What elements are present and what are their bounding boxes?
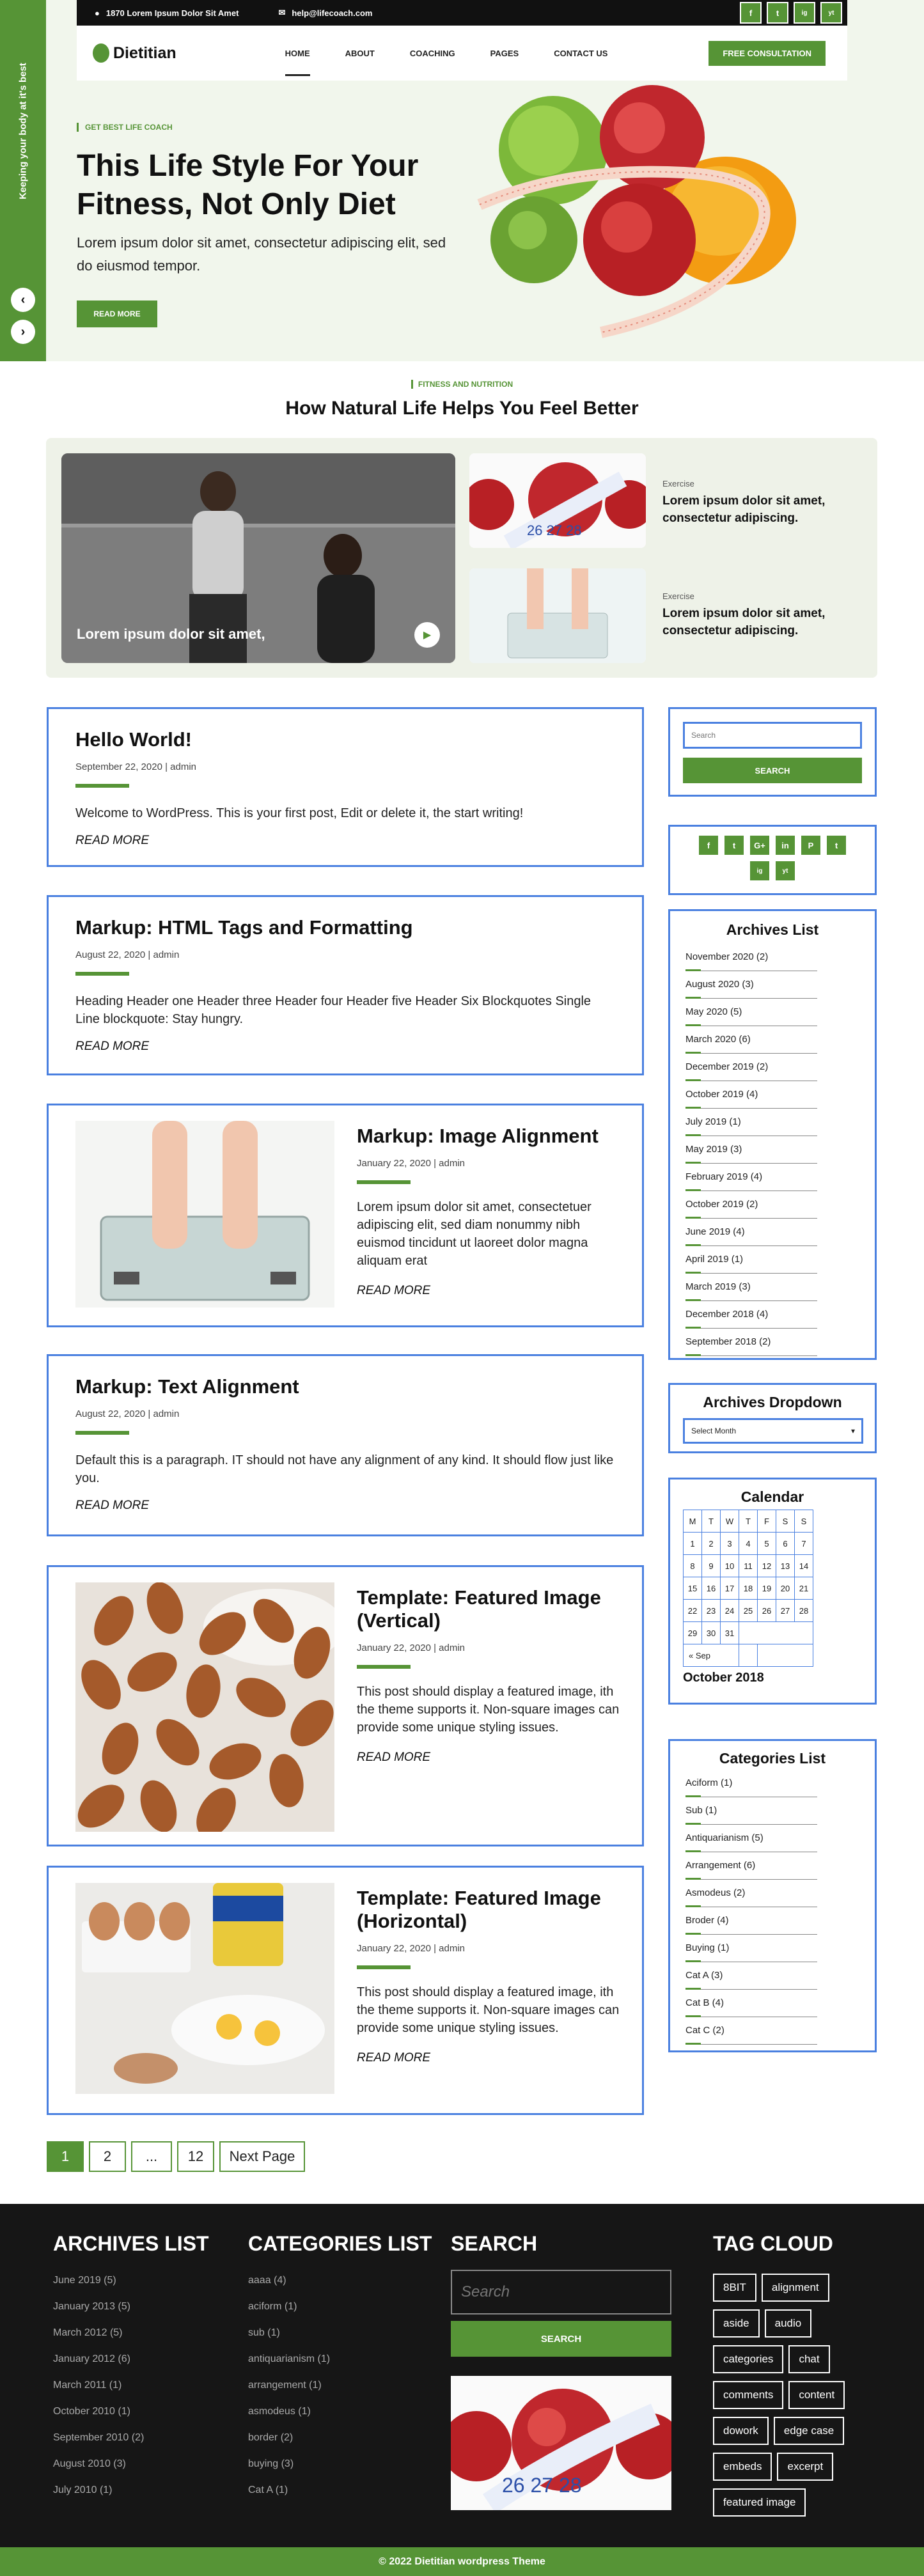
slider-prev-button[interactable]: ‹ (11, 288, 35, 312)
instagram-icon[interactable]: ig (749, 860, 771, 882)
footer-archive-item[interactable]: March 2012 (5) (53, 2327, 123, 2338)
footer-search-input[interactable] (451, 2270, 671, 2314)
calendar-day[interactable]: 12 (758, 1555, 776, 1577)
social-icons (670, 827, 875, 889)
post-divider (75, 784, 129, 788)
post-excerpt: This post should display a featured image, ith the theme supports it. Non-square images can provide some unique styling issues. (357, 1985, 620, 2035)
mail-icon: ✉ (278, 8, 286, 17)
nav-menu (285, 42, 608, 65)
feature-big-caption: Lorem ipsum dolor sit amet, (77, 626, 265, 642)
hero-eyebrow: GET BEST LIFE COACH (77, 123, 173, 132)
archive-item[interactable]: July 2019 (1) (685, 1109, 817, 1136)
calendar-day[interactable]: 26 (758, 1600, 776, 1622)
post-image[interactable] (75, 1582, 334, 1832)
footer-category-item[interactable]: border (2) (248, 2432, 294, 2443)
calendar-day[interactable]: 8 (684, 1555, 702, 1577)
free-consultation-button[interactable]: FREE CONSULTATION (709, 41, 826, 66)
post-card (47, 1866, 644, 2115)
calendar-day[interactable]: 22 (684, 1600, 702, 1622)
google-plus-icon[interactable]: G+ (749, 834, 771, 856)
calendar-day-header: S (795, 1510, 813, 1533)
calendar-day[interactable]: 13 (776, 1555, 795, 1577)
tag-item[interactable]: excerpt (777, 2453, 833, 2481)
sidebar-search-button[interactable]: SEARCH (683, 758, 862, 783)
archive-item[interactable]: September 2018 (2) (685, 1329, 817, 1356)
page-2-button[interactable]: 2 (89, 2141, 126, 2172)
footer-tags (713, 2232, 886, 2524)
twitter-icon[interactable]: t (767, 2, 788, 24)
next-page-button[interactable]: Next Page (219, 2141, 305, 2172)
post-divider (357, 1665, 411, 1669)
linkedin-icon[interactable]: in (774, 834, 796, 856)
site-logo[interactable] (93, 43, 176, 63)
calendar-row (684, 1577, 813, 1600)
footer-category-item[interactable]: antiquarianism (1) (248, 2354, 331, 2364)
calendar-row (684, 1622, 813, 1644)
hero-read-more-button[interactable]: READ MORE (77, 301, 157, 327)
hero-title: This Life Style For Your Fitness, Not Only Diet (77, 149, 419, 221)
calendar-prev-link[interactable]: « Sep (684, 1644, 739, 1667)
tag-item[interactable]: aside (713, 2309, 760, 2338)
calendar-day[interactable]: 23 (702, 1600, 721, 1622)
page-12-button[interactable]: 12 (177, 2141, 214, 2172)
calendar-month-caption: October 2018 (683, 1671, 764, 1685)
copyright-bar: © 2022 Dietitian wordpress Theme (0, 2547, 924, 2576)
archive-item[interactable]: December 2019 (2) (685, 1054, 817, 1081)
calendar-row (684, 1600, 813, 1622)
archive-item[interactable]: March 2020 (6) (685, 1026, 817, 1054)
archive-item[interactable]: March 2019 (3) (685, 1274, 817, 1301)
chevron-down-icon: ▾ (850, 1426, 855, 1435)
calendar-widget (668, 1478, 877, 1705)
footer-category-item[interactable]: aciform (1) (248, 2301, 297, 2312)
tag-item[interactable]: audio (765, 2309, 812, 2338)
calendar-empty-cell (758, 1644, 813, 1667)
footer-archive-item[interactable]: July 2010 (1) (53, 2485, 113, 2495)
calendar-row (684, 1533, 813, 1555)
eggs-photo (75, 1883, 334, 2094)
pinterest-icon[interactable]: P (800, 834, 822, 856)
archives-dropdown-widget (668, 1383, 877, 1453)
footer-archives-title: ARCHIVES LIST (53, 2232, 209, 2255)
post-divider (357, 1180, 411, 1184)
post-card (47, 1565, 644, 1846)
calendar-day[interactable]: 14 (795, 1555, 813, 1577)
post-divider (75, 972, 129, 976)
top-bar (77, 0, 847, 26)
calendar-day[interactable]: 21 (795, 1577, 813, 1600)
footer-apple-image (451, 2376, 671, 2510)
post-read-more[interactable]: READ MORE (75, 1040, 150, 1053)
calendar-day[interactable]: 3 (721, 1533, 739, 1555)
footer-category-item[interactable]: Cat A (1) (248, 2485, 288, 2495)
categories-title: Categories List (719, 1750, 826, 1767)
post-card (47, 895, 644, 1075)
archive-item[interactable]: June 2019 (4) (685, 1219, 817, 1246)
category-item[interactable]: Cat B (4) (685, 1990, 817, 2017)
archives-dropdown-title: Archives Dropdown (703, 1394, 842, 1410)
calendar-day-header: T (702, 1510, 721, 1533)
feature-big-card[interactable] (61, 453, 455, 663)
facebook-icon[interactable]: f (698, 834, 719, 856)
svg-text:26 27 28: 26 27 28 (527, 522, 582, 538)
post-meta: September 22, 2020 | admin (75, 761, 197, 772)
archive-item[interactable]: April 2019 (1) (685, 1246, 817, 1274)
post-meta: January 22, 2020 | admin (357, 1158, 466, 1169)
archive-item[interactable]: October 2019 (4) (685, 1081, 817, 1109)
nav-pages[interactable]: PAGES (490, 48, 519, 58)
calendar-day[interactable]: 10 (721, 1555, 739, 1577)
social-widget (668, 825, 877, 895)
page-1-button[interactable]: 1 (47, 2141, 84, 2172)
apple-logo-icon (93, 43, 109, 63)
search-widget (668, 707, 877, 797)
category-item[interactable]: Asmodeus (2) (685, 1880, 817, 1907)
tag-item[interactable]: 8BIT (713, 2274, 756, 2302)
post-card (47, 1354, 644, 1536)
tag-item[interactable]: edge case (774, 2417, 844, 2445)
feature-small-image-2[interactable] (469, 568, 646, 663)
scale-photo (469, 568, 646, 663)
footer-archive-item[interactable]: January 2012 (6) (53, 2354, 130, 2364)
main-nav (77, 26, 847, 81)
tag-item[interactable]: categories (713, 2345, 783, 2373)
archive-item[interactable]: December 2018 (4) (685, 1301, 817, 1329)
scale-feet-photo (75, 1121, 334, 1308)
footer-archive-item[interactable]: August 2010 (3) (53, 2458, 126, 2469)
footer-archive-item[interactable]: June 2019 (5) (53, 2275, 116, 2286)
nav-contact[interactable]: CONTACT US (554, 48, 608, 58)
post-title[interactable]: Template: Featured Image (Horizontal) (357, 1887, 601, 1932)
calendar-day[interactable]: 17 (721, 1577, 739, 1600)
fruit-image (473, 77, 857, 358)
post-meta: August 22, 2020 | admin (75, 949, 180, 960)
calendar-empty-cell (739, 1644, 758, 1667)
footer-archive-item[interactable]: March 2011 (1) (53, 2380, 122, 2391)
categories-widget (668, 1739, 877, 2052)
archive-item[interactable]: May 2019 (3) (685, 1136, 817, 1164)
calendar-day-header: T (739, 1510, 758, 1533)
calendar-day[interactable]: 20 (776, 1577, 795, 1600)
footer-archive-item[interactable]: January 2013 (5) (53, 2301, 130, 2312)
address-text: 1870 Lorem Ipsum Dolor Sit Amet (106, 8, 239, 18)
nav-about[interactable]: ABOUT (345, 48, 375, 58)
footer-category-item[interactable]: aaaa (4) (248, 2275, 286, 2286)
calendar-day[interactable]: 27 (776, 1600, 795, 1622)
tag-item[interactable]: content (788, 2381, 845, 2409)
footer-categories (248, 2232, 432, 2503)
slider-next-button[interactable]: › (11, 320, 35, 344)
category-item[interactable]: Aciform (1) (685, 1770, 817, 1797)
calendar-day[interactable]: 9 (702, 1555, 721, 1577)
category-item[interactable]: Buying (1) (685, 1935, 817, 1962)
tag-item[interactable]: comments (713, 2381, 783, 2409)
calendar-title: Calendar (740, 1488, 804, 1505)
post-read-more[interactable]: READ MORE (357, 1284, 431, 1297)
category-item[interactable]: Sub (1) (685, 1797, 817, 1825)
calendar-day[interactable]: 1 (684, 1533, 702, 1555)
post-meta: January 22, 2020 | admin (357, 1643, 466, 1653)
post-title[interactable]: Markup: Text Alignment (75, 1375, 299, 1398)
feature-card-1-title[interactable]: Lorem ipsum dolor sit amet, consectetur adipiscing. (662, 494, 826, 525)
address-item (95, 8, 239, 18)
calendar-day[interactable]: 15 (684, 1577, 702, 1600)
archives-widget (668, 909, 877, 1360)
side-strip (0, 0, 46, 361)
calendar-nav-row (684, 1644, 813, 1667)
post-excerpt: Default this is a paragraph. IT should not have any alignment of any kind. It should flow just like you. (75, 1453, 614, 1485)
archive-item[interactable]: February 2019 (4) (685, 1164, 817, 1191)
almonds-photo (75, 1582, 334, 1832)
footer (0, 2204, 924, 2547)
tag-cloud (713, 2274, 886, 2524)
post-title[interactable]: Hello World! (75, 728, 192, 751)
archives-title: Archives List (726, 921, 819, 938)
nav-home[interactable]: HOME (285, 42, 310, 65)
tag-item[interactable]: featured image (713, 2488, 806, 2517)
calendar-empty-cell (739, 1622, 813, 1644)
category-item[interactable]: Antiquarianism (5) (685, 1825, 817, 1852)
post-excerpt: Lorem ipsum dolor sit amet, consectetuer adipiscing elit, sed diam nonummy nibh euismod tincidunt ut laoreet dolor magna aliquam erat (357, 1200, 591, 1268)
post-read-more[interactable]: READ MORE (357, 2051, 431, 2065)
email-text[interactable]: help@lifecoach.com (292, 8, 373, 18)
calendar-row (684, 1555, 813, 1577)
hero-text: Lorem ipsum dolor sit amet, consectetur adipiscing elit, sed do eiusmod tempor. (77, 235, 446, 274)
calendar-day[interactable]: 16 (702, 1577, 721, 1600)
footer-category-item[interactable]: sub (1) (248, 2327, 280, 2338)
post-title[interactable]: Markup: Image Alignment (357, 1125, 599, 1147)
footer-categories-title: CATEGORIES LIST (248, 2232, 432, 2255)
tag-item[interactable]: embeds (713, 2453, 772, 2481)
footer-tags-title: TAG CLOUD (713, 2232, 833, 2255)
calendar-day[interactable]: 2 (702, 1533, 721, 1555)
categories-list (685, 1770, 859, 2045)
calendar-day[interactable]: 18 (739, 1577, 758, 1600)
calendar-day[interactable]: 19 (758, 1577, 776, 1600)
calendar-day[interactable]: 7 (795, 1533, 813, 1555)
calendar-day[interactable]: 24 (721, 1600, 739, 1622)
footer-search-title: SEARCH (451, 2232, 538, 2255)
email-item[interactable] (278, 8, 372, 18)
post-divider (357, 1965, 411, 1969)
post-card (47, 707, 644, 867)
footer-archive-item[interactable]: October 2010 (1) (53, 2406, 130, 2417)
youtube-icon[interactable]: yt (774, 860, 796, 882)
archive-item[interactable]: May 2020 (5) (685, 999, 817, 1026)
archives-list (685, 944, 859, 1356)
apple-tape-photo (469, 453, 646, 548)
post-read-more[interactable]: READ MORE (75, 1499, 150, 1512)
category-item[interactable]: Cat A (3) (685, 1962, 817, 1990)
feature-small-image-1[interactable] (469, 453, 646, 548)
calendar-day[interactable]: 11 (739, 1555, 758, 1577)
calendar-day-header: W (721, 1510, 739, 1533)
footer-search (451, 2232, 671, 2510)
post-read-more[interactable]: READ MORE (357, 1751, 431, 1764)
calendar-header-row (684, 1510, 813, 1533)
post-meta: January 22, 2020 | admin (357, 1943, 466, 1954)
instagram-icon[interactable]: ig (794, 2, 815, 24)
tag-item[interactable]: dowork (713, 2417, 769, 2445)
feature-card-2-category: Exercise (662, 591, 694, 601)
sidebar-search-input[interactable] (683, 722, 862, 749)
month-select[interactable] (683, 1418, 863, 1444)
post-body (357, 1887, 625, 2065)
feature-card-2-text (662, 591, 861, 639)
calendar-day[interactable]: 4 (739, 1533, 758, 1555)
calendar-day-header: F (758, 1510, 776, 1533)
twitter-icon[interactable]: t (723, 834, 745, 856)
footer-category-item[interactable]: asmodeus (1) (248, 2406, 311, 2417)
calendar-day[interactable]: 28 (795, 1600, 813, 1622)
feature-card-2-title[interactable]: Lorem ipsum dolor sit amet, consectetur adipiscing. (662, 607, 826, 637)
calendar-day-header: S (776, 1510, 795, 1533)
footer-category-item[interactable]: buying (3) (248, 2458, 294, 2469)
section-eyebrow (0, 380, 924, 389)
calendar-day[interactable]: 30 (702, 1622, 721, 1644)
play-icon[interactable]: ▶ (414, 622, 440, 648)
archive-item[interactable]: November 2020 (2) (685, 944, 817, 971)
location-pin-icon: ● (95, 8, 100, 18)
archive-item[interactable]: October 2019 (2) (685, 1191, 817, 1219)
tag-item[interactable]: chat (788, 2345, 829, 2373)
post-image[interactable] (75, 1883, 334, 2094)
archive-item[interactable]: August 2020 (3) (685, 971, 817, 999)
footer-search-button[interactable]: SEARCH (451, 2321, 671, 2357)
month-select-value: Select Month (691, 1426, 737, 1435)
section-title: How Natural Life Helps You Feel Better (285, 398, 639, 419)
feature-box (46, 438, 877, 678)
post-image[interactable] (75, 1121, 334, 1308)
tag-item[interactable]: alignment (762, 2274, 829, 2302)
post-meta: August 22, 2020 | admin (75, 1409, 180, 1419)
post-body (357, 1125, 625, 1298)
calendar-day[interactable]: 29 (684, 1622, 702, 1644)
calendar-day-header: M (684, 1510, 702, 1533)
post-excerpt: This post should display a featured image, ith the theme supports it. Non-square images can provide some unique styling issues. (357, 1685, 620, 1735)
tumblr-icon[interactable]: t (826, 834, 847, 856)
post-excerpt: Welcome to WordPress. This is your first post, Edit or delete it, the start writing! (75, 806, 524, 820)
footer-archive-item[interactable]: September 2010 (2) (53, 2432, 145, 2443)
post-card (47, 1104, 644, 1327)
footer-archives (53, 2232, 209, 2503)
category-item[interactable]: Broder (4) (685, 1907, 817, 1935)
post-divider (75, 1431, 129, 1435)
post-title[interactable]: Markup: HTML Tags and Formatting (75, 916, 413, 939)
calendar-day[interactable]: 25 (739, 1600, 758, 1622)
post-title[interactable]: Template: Featured Image (Vertical) (357, 1586, 601, 1632)
feature-card-1-text (662, 479, 861, 527)
youtube-icon[interactable]: yt (820, 2, 842, 24)
calendar-day[interactable]: 31 (721, 1622, 739, 1644)
nav-coaching[interactable]: COACHING (409, 48, 455, 58)
logo-text[interactable]: Dietitian (113, 43, 176, 62)
post-read-more[interactable]: READ MORE (75, 834, 150, 847)
top-social-icons (740, 2, 842, 24)
page-ellipsis: ... (131, 2141, 172, 2172)
side-strip-text: Keeping your body at it's best (17, 63, 29, 199)
feature-card-1-category: Exercise (662, 479, 694, 488)
footer-category-item[interactable]: arrangement (1) (248, 2380, 322, 2391)
category-item[interactable]: Arrangement (6) (685, 1852, 817, 1880)
section-eyebrow-text: FITNESS AND NUTRITION (411, 380, 513, 389)
post-excerpt: Heading Header one Header three Header four Header five Header Six Blockquotes Single Line blockquote: Stay hungry. (75, 994, 591, 1026)
calendar-day[interactable]: 6 (776, 1533, 795, 1555)
calendar-table (683, 1510, 813, 1667)
facebook-icon[interactable]: f (740, 2, 762, 24)
svg-text:26 27 28: 26 27 28 (502, 2474, 582, 2497)
category-item[interactable]: Cat C (2) (685, 2017, 817, 2045)
calendar-day[interactable]: 5 (758, 1533, 776, 1555)
post-body (357, 1586, 625, 1765)
